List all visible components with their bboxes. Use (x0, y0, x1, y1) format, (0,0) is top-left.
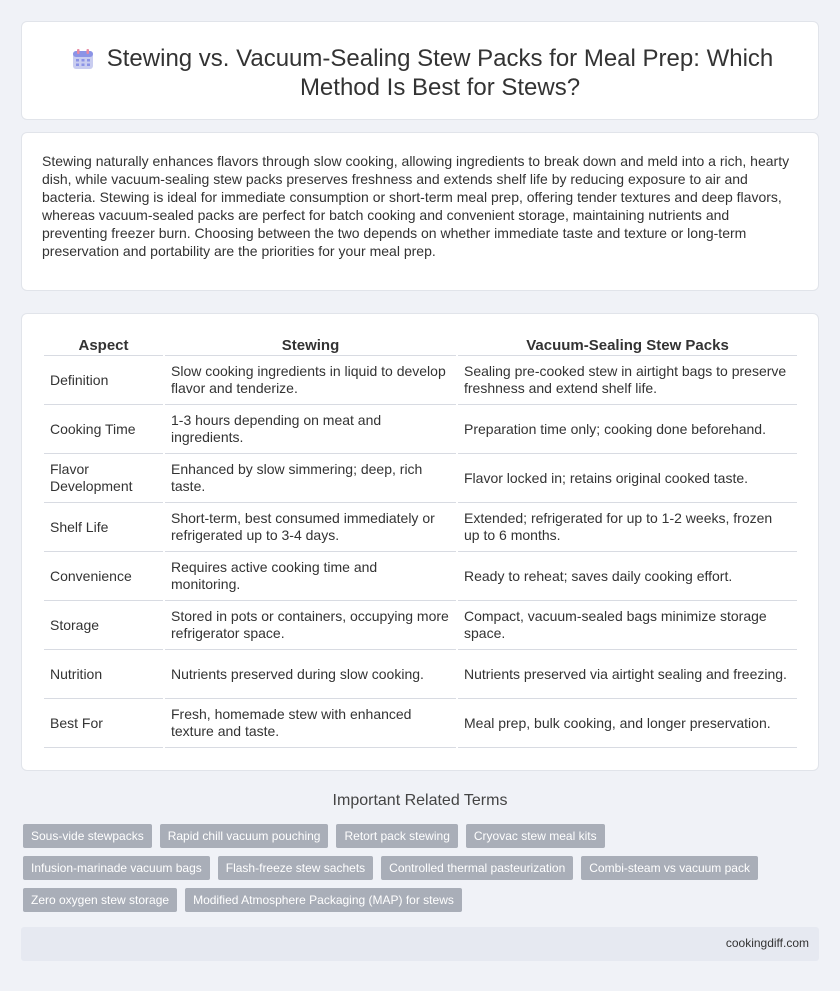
related-term-tag[interactable]: Flash-freeze stew sachets (218, 856, 373, 880)
row-vacuum: Meal prep, bulk cooking, and longer preservation. (458, 699, 797, 748)
related-terms-title: Important Related Terms (332, 792, 508, 809)
footer (21, 927, 819, 961)
row-aspect: Shelf Life (44, 503, 163, 552)
header-stewing: Stewing (165, 336, 456, 356)
header-vacuum-sealing: Vacuum-Sealing Stew Packs (458, 336, 797, 356)
row-aspect: Convenience (44, 552, 163, 601)
table-row (44, 552, 797, 601)
table-row (44, 405, 797, 454)
row-aspect: Best For (44, 699, 163, 748)
related-term-tag[interactable]: Cryovac stew meal kits (466, 824, 605, 848)
intro-card (21, 132, 819, 291)
table-row (44, 650, 797, 699)
row-vacuum: Compact, vacuum-sealed bags minimize storage space. (458, 601, 797, 650)
table-row (44, 601, 797, 650)
comparison-table-card (21, 313, 819, 771)
page-title: Stewing vs. Vacuum-Sealing Stew Packs for Meal Prep: Which Method Is Best for Stews? (106, 45, 774, 101)
table-row (44, 454, 797, 503)
row-stewing: Slow cooking ingredients in liquid to develop flavor and tenderize. (165, 356, 456, 405)
row-vacuum: Preparation time only; cooking done beforehand. (458, 405, 797, 454)
footer-site-link[interactable]: cookingdiff.com (725, 936, 809, 950)
row-stewing: Nutrients preserved during slow cooking. (165, 650, 456, 699)
intro-paragraph: Stewing naturally enhances flavors through slow cooking, allowing ingredients to break down and meld into a rich, hearty dish, while vacuum-sealing stew packs preserves freshness and extends shelf life by reducing exposure to air and bacteria. Stewing is ideal for immediate consumption or short-term meal prep, offering tender textures and deep flavors, whereas vacuum-sealed packs are perfect for batch cooking and convenient storage, maintaining nutrients and preventing freezer burn. Choosing between the two depends on whether immediate taste and texture or long-term preservation and portability are the priorities for your meal prep. (42, 153, 790, 259)
table-header-row (44, 336, 797, 356)
related-term-tag[interactable]: Sous-vide stewpacks (23, 824, 152, 848)
row-aspect: Nutrition (44, 650, 163, 699)
row-vacuum: Flavor locked in; retains original cooked taste. (458, 454, 797, 503)
related-terms-list (23, 824, 803, 920)
row-vacuum: Sealing pre-cooked stew in airtight bags to preserve freshness and extend shelf life. (458, 356, 797, 405)
related-term-tag[interactable]: Zero oxygen stew storage (23, 888, 177, 912)
row-stewing: Fresh, homemade stew with enhanced texture and taste. (165, 699, 456, 748)
row-stewing: Short-term, best consumed immediately or refrigerated up to 3-4 days. (165, 503, 456, 552)
row-vacuum: Nutrients preserved via airtight sealing and freezing. (458, 650, 797, 699)
table-row (44, 503, 797, 552)
row-stewing: Requires active cooking time and monitoring. (165, 552, 456, 601)
row-aspect: Storage (44, 601, 163, 650)
row-aspect: Flavor Development (44, 454, 163, 503)
row-vacuum: Ready to reheat; saves daily cooking effort. (458, 552, 797, 601)
related-term-tag[interactable]: Combi-steam vs vacuum pack (581, 856, 758, 880)
related-term-tag[interactable]: Modified Atmosphere Packaging (MAP) for stews (185, 888, 462, 912)
related-term-tag[interactable]: Rapid chill vacuum pouching (160, 824, 329, 848)
related-term-tag[interactable]: Controlled thermal pasteurization (381, 856, 573, 880)
table-row (44, 699, 797, 748)
row-stewing: 1-3 hours depending on meat and ingredients. (165, 405, 456, 454)
related-term-tag[interactable]: Infusion-marinade vacuum bags (23, 856, 210, 880)
related-term-tag[interactable]: Retort pack stewing (336, 824, 457, 848)
header-aspect: Aspect (44, 336, 163, 356)
comparison-table (42, 336, 799, 748)
row-vacuum: Extended; refrigerated for up to 1-2 weeks, frozen up to 6 months. (458, 503, 797, 552)
row-aspect: Cooking Time (44, 405, 163, 454)
table-row (44, 356, 797, 405)
title-card (21, 21, 819, 120)
row-stewing: Enhanced by slow simmering; deep, rich taste. (165, 454, 456, 503)
row-aspect: Definition (44, 356, 163, 405)
row-stewing: Stored in pots or containers, occupying more refrigerator space. (165, 601, 456, 650)
